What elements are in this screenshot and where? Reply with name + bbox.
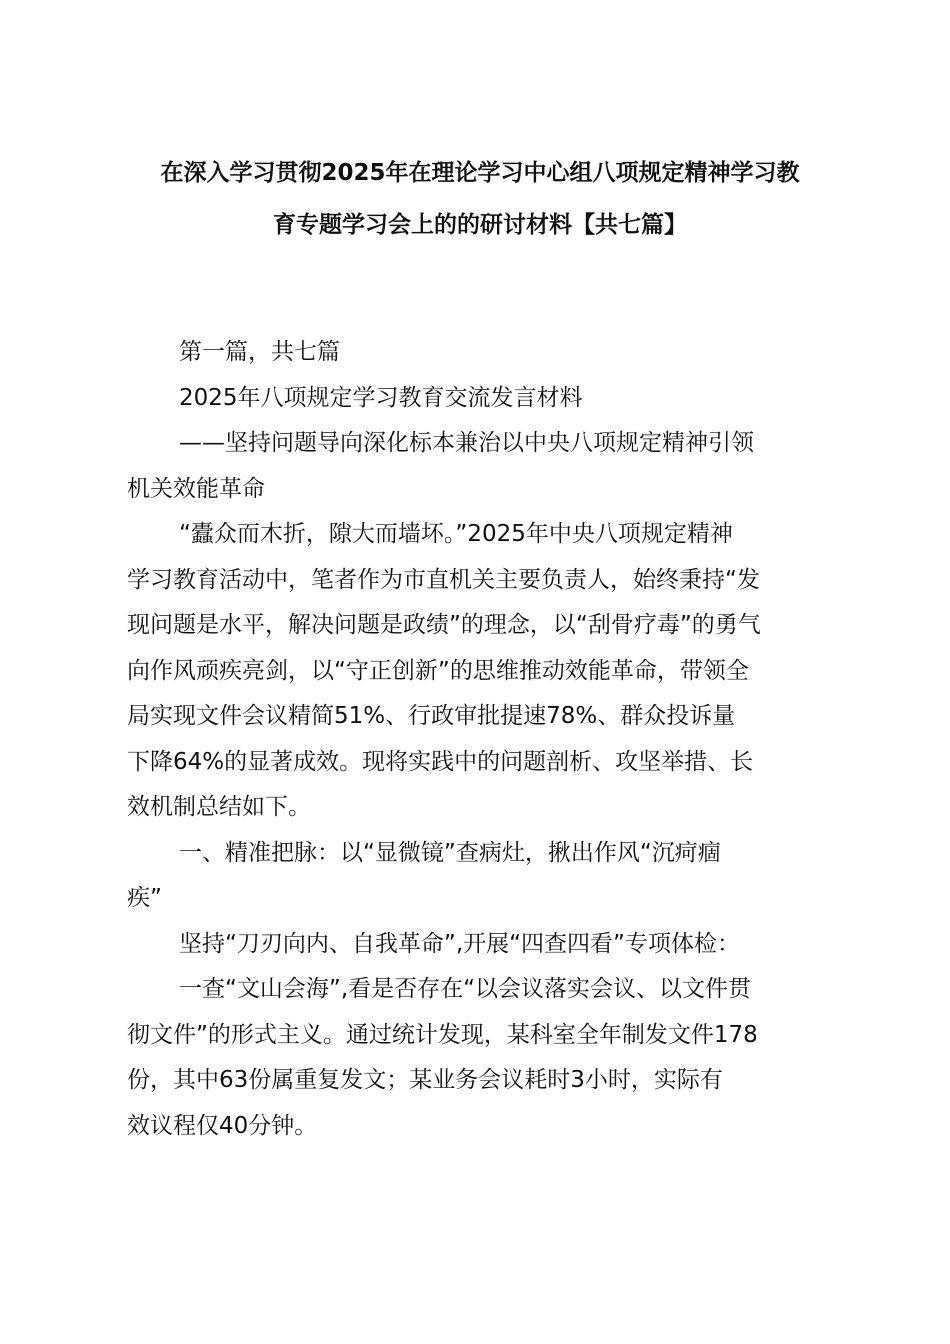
heading-1-line-1: 一、精准把脉：以“显微镜”查病灶，揪出作风“沉疴痼	[179, 839, 721, 866]
paragraph-1-line-5: 局实现文件会议精简51%、行政审批提速78%、群众投诉量	[127, 703, 736, 729]
paragraph-1-line-1: “蠹众而木折，隙大而墙坏。”2025年中央八项规定精神	[179, 521, 733, 547]
section-label: 第一篇，共七篇	[179, 339, 340, 365]
theme-line-2: 机关效能革命	[127, 475, 265, 502]
paragraph-1-line-3: 现问题是水平，解决问题是政绩”的理念，以“刮骨疗毒”的勇气	[127, 612, 761, 638]
paragraph-1-line-7: 效机制总结如下。	[127, 794, 311, 820]
document-title-line-2: 育专题学习会上的的研讨材料【共七篇】	[273, 212, 687, 238]
paragraph-1-line-2: 学习教育活动中，笔者作为市直机关主要负责人，始终秉持“发	[127, 566, 760, 593]
heading-1-line-2: 疾”	[127, 885, 162, 911]
paragraph-2-line-1: 坚持“刀刃向内、自我革命”,开展“四查四看”专项体检：	[179, 930, 740, 957]
paragraph-3-line-2: 彻文件”的形式主义。通过统计发现，某科室全年制发文件178	[127, 1021, 758, 1048]
paragraph-3-line-4: 效议程仅40分钟。	[127, 1112, 318, 1139]
paragraph-1-line-4: 向作风顽疾亮剑，以“守正创新”的思维推动效能革命，带领全	[127, 657, 749, 684]
paragraph-3-line-3: 份，其中63份属重复发文；某业务会议耗时3小时，实际有	[127, 1067, 723, 1093]
theme-line-1: ——坚持问题导向深化标本兼治以中央八项规定精神引领	[179, 430, 754, 456]
subtitle: 2025年八项规定学习教育交流发言材料	[179, 384, 583, 411]
paragraph-1-line-6: 下降64%的显著成效。现将实践中的问题剖析、攻坚举措、长	[127, 748, 754, 775]
paragraph-3-line-1: 一查“文山会海”,看是否存在“以会议落实会议、以文件贯	[179, 976, 752, 1002]
document-body	[127, 330, 832, 1149]
document-title-line-1: 在深入学习贯彻2025年在理论学习中心组八项规定精神学习教	[160, 160, 800, 186]
